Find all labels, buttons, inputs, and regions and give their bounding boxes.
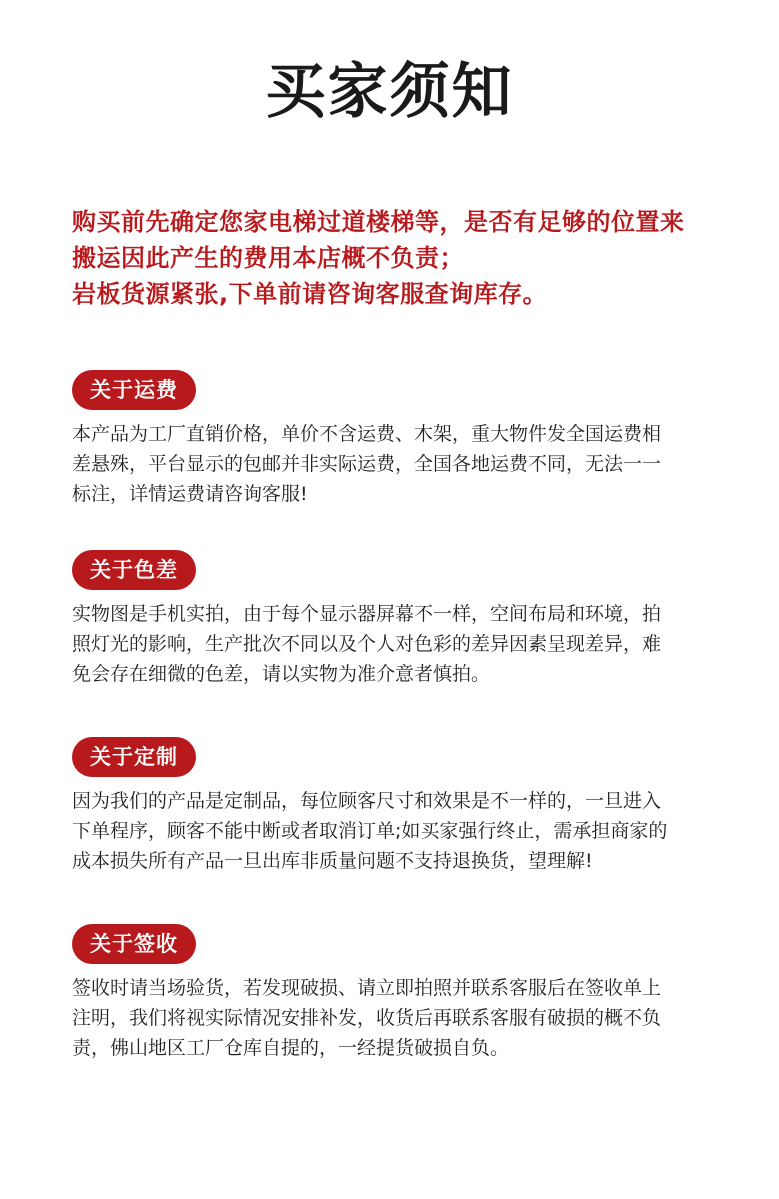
body-line: 注明，我们将视实际情况安排补发，收货后再联系客服有破损的概不负 [72,1007,662,1029]
notice-line: 搬运因此产生的费用本店概不负责； [72,244,464,272]
section-heading-badge: 关于签收 [72,924,196,964]
notice-line: 购买前先确定您家电梯过道楼梯等，是否有足够的位置来 [72,208,685,236]
body-line: 照灯光的影响，生产批次不同以及个人对色彩的差异因素呈现差异，难 [72,633,662,655]
body-line: 成本损失所有产品一旦出库非质量问题不支持退换货，望理解! [72,850,593,872]
notice-line: 岩板货源紧张,下单前请咨询客服查询库存。 [72,280,548,308]
section-heading-badge: 关于定制 [72,737,196,777]
section-body [72,599,722,689]
section-color-difference [72,550,722,689]
purchase-notice [72,204,722,312]
section-customization [72,737,722,876]
body-line: 责，佛山地区工厂仓库自提的，一经提货破损自负。 [72,1037,510,1059]
section-heading-badge: 关于运费 [72,370,196,410]
body-line: 下单程序，顾客不能中断或者取消订单;如买家强行终止，需承担商家的 [72,820,668,842]
body-line: 本产品为工厂直销价格，单价不含运费、木架，重大物件发全国运费相 [72,423,662,445]
body-line: 签收时请当场验货，若发现破损、请立即拍照并联系客服后在签收单上 [72,977,662,999]
section-body [72,973,722,1063]
body-line: 免会存在细微的色差，请以实物为准介意者慎拍。 [72,663,491,685]
body-line: 实物图是手机实拍，由于每个显示器屏幕不一样，空间布局和环境，拍 [72,603,662,625]
section-body [72,419,722,509]
body-line: 标注，详情运费请咨询客服! [72,483,308,505]
body-line: 因为我们的产品是定制品，每位顾客尺寸和效果是不一样的，一旦进入 [72,790,662,812]
section-heading-badge: 关于色差 [72,550,196,590]
page-title: 买家须知 [265,57,514,127]
section-shipping [72,370,722,509]
body-line: 差悬殊，平台显示的包邮并非实际运费，全国各地运费不同，无法一一 [72,453,662,475]
section-delivery-receipt [72,924,722,1063]
section-body [72,786,722,876]
